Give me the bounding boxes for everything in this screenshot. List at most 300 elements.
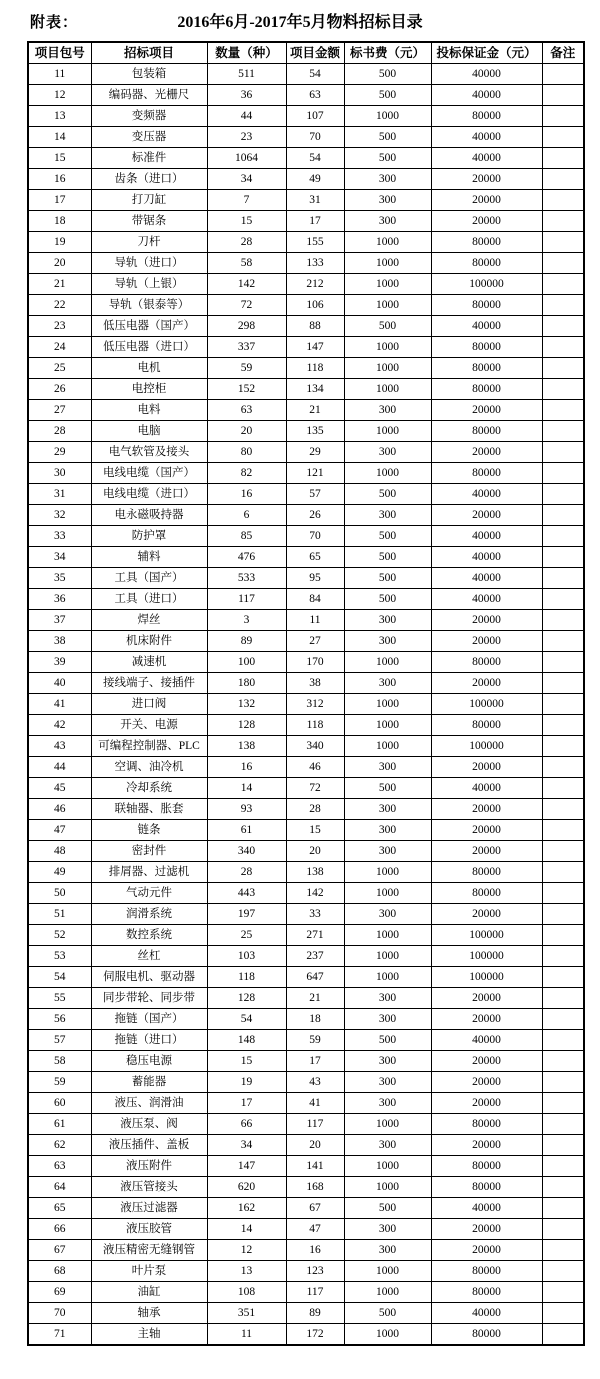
cell: 17 [286,211,344,232]
attachment-label: 附表： [30,15,79,31]
cell: 138 [286,862,344,883]
cell: 16 [207,757,286,778]
cell: 液压精密无缝钢管 [91,1240,207,1261]
cell: 80000 [431,883,542,904]
cell: 变频器 [91,106,207,127]
cell: 22 [28,295,91,316]
cell: 1000 [344,463,431,484]
cell: 23 [28,316,91,337]
cell: 1000 [344,736,431,757]
cell: 1000 [344,1156,431,1177]
cell: 70 [286,526,344,547]
cell: 80000 [431,106,542,127]
cell: 500 [344,64,431,85]
cell: 40000 [431,127,542,148]
cell: 齿条（进口） [91,169,207,190]
cell: 500 [344,316,431,337]
cell: 168 [286,1177,344,1198]
cell: 可编程控制器、PLC [91,736,207,757]
table-row [28,211,584,232]
cell: 12 [28,85,91,106]
cell: 58 [28,1051,91,1072]
cell: 20 [28,253,91,274]
cell: 71 [28,1324,91,1346]
cell: 1000 [344,232,431,253]
cell: 数控系统 [91,925,207,946]
cell: 80000 [431,652,542,673]
cell: 40000 [431,778,542,799]
cell: 34 [207,169,286,190]
cell: 500 [344,568,431,589]
header-cell: 项目包号 [28,42,91,64]
cell [542,463,584,484]
cell: 337 [207,337,286,358]
cell: 65 [286,547,344,568]
cell: 80000 [431,463,542,484]
cell: 300 [344,169,431,190]
table-row [28,421,584,442]
cell [542,1219,584,1240]
cell [542,169,584,190]
cell: 1064 [207,148,286,169]
cell: 16 [286,1240,344,1261]
cell: 电气软管及接头 [91,442,207,463]
cell: 21 [286,400,344,421]
cell: 500 [344,1030,431,1051]
cell: 89 [207,631,286,652]
cell: 11 [286,610,344,631]
cell: 20000 [431,673,542,694]
cell: 66 [207,1114,286,1135]
cell: 148 [207,1030,286,1051]
cell: 80000 [431,337,542,358]
cell: 密封件 [91,841,207,862]
cell: 107 [286,106,344,127]
cell: 56 [28,1009,91,1030]
cell [542,148,584,169]
cell: 链条 [91,820,207,841]
cell: 20000 [431,190,542,211]
cell: 20000 [431,505,542,526]
cell: 300 [344,1093,431,1114]
cell [542,631,584,652]
cell: 533 [207,568,286,589]
cell [542,1198,584,1219]
cell: 1000 [344,337,431,358]
table-row [28,85,584,106]
cell: 300 [344,211,431,232]
cell: 152 [207,379,286,400]
cell [542,925,584,946]
cell: 300 [344,1219,431,1240]
cell: 300 [344,799,431,820]
cell: 41 [286,1093,344,1114]
cell: 29 [28,442,91,463]
cell [542,1072,584,1093]
page-title: 2016年6月-2017年5月物料招标目录 [177,14,423,31]
cell: 135 [286,421,344,442]
cell: 172 [286,1324,344,1346]
cell: 300 [344,190,431,211]
cell: 12 [207,1240,286,1261]
table-row [28,337,584,358]
cell: 11 [207,1324,286,1346]
cell: 44 [207,106,286,127]
cell: 工具（进口） [91,589,207,610]
cell: 28 [207,232,286,253]
cell: 导轨（上银） [91,274,207,295]
cell: 80000 [431,862,542,883]
cell: 40000 [431,1303,542,1324]
cell: 进口阀 [91,694,207,715]
cell: 80000 [431,232,542,253]
cell [542,379,584,400]
cell: 1000 [344,274,431,295]
cell: 40000 [431,1030,542,1051]
cell: 117 [207,589,286,610]
cell: 141 [286,1156,344,1177]
cell: 1000 [344,421,431,442]
cell: 焊丝 [91,610,207,631]
cell: 1000 [344,925,431,946]
cell: 300 [344,1072,431,1093]
cell: 40000 [431,484,542,505]
table-row [28,463,584,484]
cell [542,421,584,442]
cell [542,127,584,148]
cell: 14 [207,1219,286,1240]
cell: 59 [207,358,286,379]
bidding-catalog-table [27,41,585,1346]
cell: 340 [286,736,344,757]
cell: 46 [28,799,91,820]
cell: 接线端子、接插件 [91,673,207,694]
cell [542,862,584,883]
cell [542,505,584,526]
table-row [28,652,584,673]
cell [542,106,584,127]
cell: 500 [344,484,431,505]
cell [542,694,584,715]
cell: 100000 [431,736,542,757]
cell: 70 [28,1303,91,1324]
cell: 18 [286,1009,344,1030]
cell [542,85,584,106]
cell: 液压泵、阀 [91,1114,207,1135]
cell: 20000 [431,1135,542,1156]
table-row [28,841,584,862]
cell: 64 [28,1177,91,1198]
cell: 20000 [431,631,542,652]
cell: 液压管接头 [91,1177,207,1198]
cell: 7 [207,190,286,211]
cell: 1000 [344,967,431,988]
cell [542,589,584,610]
cell: 61 [28,1114,91,1135]
table-row [28,1261,584,1282]
cell: 80000 [431,1156,542,1177]
cell: 机床附件 [91,631,207,652]
cell [542,190,584,211]
table-row [28,862,584,883]
cell: 351 [207,1303,286,1324]
cell: 52 [28,925,91,946]
table-row [28,1177,584,1198]
cell: 118 [207,967,286,988]
cell: 变压器 [91,127,207,148]
cell [542,1030,584,1051]
header-cell: 项目金额 [286,42,344,64]
cell: 500 [344,589,431,610]
cell: 80000 [431,379,542,400]
cell: 30 [28,463,91,484]
header-cell: 备注 [542,42,584,64]
table-row [28,1009,584,1030]
cell: 34 [207,1135,286,1156]
cell: 辅料 [91,547,207,568]
cell: 117 [286,1282,344,1303]
cell: 340 [207,841,286,862]
cell: 15 [28,148,91,169]
cell: 40000 [431,1198,542,1219]
cell: 28 [28,421,91,442]
cell: 100000 [431,694,542,715]
cell: 300 [344,988,431,1009]
cell [542,274,584,295]
cell: 80000 [431,1114,542,1135]
table-row [28,232,584,253]
cell: 稳压电源 [91,1051,207,1072]
table-row [28,820,584,841]
cell: 300 [344,505,431,526]
table-row [28,1051,584,1072]
cell: 16 [28,169,91,190]
cell: 20000 [431,211,542,232]
table-row [28,736,584,757]
table-row [28,904,584,925]
cell: 128 [207,715,286,736]
cell: 620 [207,1177,286,1198]
cell: 300 [344,1051,431,1072]
table-row [28,673,584,694]
cell [542,946,584,967]
cell: 低压电器（进口） [91,337,207,358]
cell: 14 [28,127,91,148]
cell: 118 [286,715,344,736]
table-row [28,631,584,652]
cell: 液压附件 [91,1156,207,1177]
cell: 500 [344,1303,431,1324]
cell: 20000 [431,757,542,778]
cell: 20000 [431,1240,542,1261]
cell: 35 [28,568,91,589]
cell: 36 [207,85,286,106]
cell: 48 [28,841,91,862]
cell: 59 [28,1072,91,1093]
cell: 80000 [431,715,542,736]
cell: 29 [286,442,344,463]
table-row [28,1072,584,1093]
cell [542,547,584,568]
cell: 72 [207,295,286,316]
cell: 100000 [431,274,542,295]
cell: 18 [28,211,91,232]
table-body [28,64,584,1346]
cell: 511 [207,64,286,85]
cell: 89 [286,1303,344,1324]
cell [542,1177,584,1198]
cell: 轴承 [91,1303,207,1324]
table-row [28,1282,584,1303]
cell: 蓄能器 [91,1072,207,1093]
table-row [28,274,584,295]
cell: 62 [28,1135,91,1156]
cell: 59 [286,1030,344,1051]
cell: 36 [28,589,91,610]
cell: 47 [286,1219,344,1240]
cell: 34 [28,547,91,568]
table-row [28,610,584,631]
cell: 11 [28,64,91,85]
cell: 空调、油冷机 [91,757,207,778]
table-row [28,1093,584,1114]
cell: 同步带轮、同步带 [91,988,207,1009]
cell: 20000 [431,1093,542,1114]
cell: 298 [207,316,286,337]
cell [542,820,584,841]
table-row [28,547,584,568]
cell: 44 [28,757,91,778]
cell: 60 [28,1093,91,1114]
cell [542,337,584,358]
table-row [28,106,584,127]
cell [542,232,584,253]
cell: 142 [207,274,286,295]
cell [542,64,584,85]
cell: 300 [344,400,431,421]
cell: 65 [28,1198,91,1219]
cell: 16 [207,484,286,505]
cell: 80000 [431,358,542,379]
cell: 58 [207,253,286,274]
cell: 300 [344,820,431,841]
cell: 180 [207,673,286,694]
cell: 联轴器、胀套 [91,799,207,820]
document-header [0,0,600,40]
cell: 147 [207,1156,286,1177]
cell: 20000 [431,610,542,631]
cell: 53 [28,946,91,967]
table-row [28,1324,584,1346]
cell: 20 [207,421,286,442]
cell: 63 [207,400,286,421]
cell: 46 [286,757,344,778]
cell: 40 [28,673,91,694]
header-cell: 投标保证金（元） [431,42,542,64]
cell [542,253,584,274]
cell: 57 [28,1030,91,1051]
cell: 减速机 [91,652,207,673]
cell: 21 [286,988,344,1009]
cell: 叶片泵 [91,1261,207,1282]
table-row [28,757,584,778]
cell: 500 [344,778,431,799]
cell: 1000 [344,295,431,316]
table-row [28,253,584,274]
cell: 14 [207,778,286,799]
cell: 155 [286,232,344,253]
cell: 25 [207,925,286,946]
cell: 237 [286,946,344,967]
cell: 300 [344,757,431,778]
cell: 标准件 [91,148,207,169]
cell: 82 [207,463,286,484]
cell: 开关、电源 [91,715,207,736]
cell [542,904,584,925]
cell: 49 [286,169,344,190]
header-cell: 标书费（元） [344,42,431,64]
cell: 20 [286,1135,344,1156]
cell: 气动元件 [91,883,207,904]
cell: 27 [28,400,91,421]
cell: 1000 [344,358,431,379]
cell [542,1135,584,1156]
cell: 17 [286,1051,344,1072]
cell: 15 [207,1051,286,1072]
cell: 电脑 [91,421,207,442]
cell: 1000 [344,1177,431,1198]
table-row [28,967,584,988]
cell [542,568,584,589]
cell [542,967,584,988]
cell: 300 [344,1009,431,1030]
cell [542,799,584,820]
table-row [28,64,584,85]
cell: 95 [286,568,344,589]
cell: 31 [286,190,344,211]
cell: 88 [286,316,344,337]
cell: 37 [28,610,91,631]
cell: 128 [207,988,286,1009]
cell: 45 [28,778,91,799]
cell [542,988,584,1009]
cell: 20000 [431,904,542,925]
table-row [28,190,584,211]
cell: 23 [207,127,286,148]
cell: 134 [286,379,344,400]
cell: 40000 [431,85,542,106]
table-row [28,715,584,736]
cell: 19 [207,1072,286,1093]
cell [542,484,584,505]
cell: 主轴 [91,1324,207,1346]
cell: 300 [344,1135,431,1156]
cell: 476 [207,547,286,568]
cell: 26 [28,379,91,400]
cell: 100 [207,652,286,673]
cell: 40000 [431,568,542,589]
cell: 电永磁吸持器 [91,505,207,526]
cell: 17 [28,190,91,211]
table-row [28,1135,584,1156]
cell: 500 [344,85,431,106]
cell: 40000 [431,589,542,610]
cell: 197 [207,904,286,925]
table-row [28,1219,584,1240]
cell: 300 [344,1240,431,1261]
table-row [28,484,584,505]
cell: 500 [344,547,431,568]
